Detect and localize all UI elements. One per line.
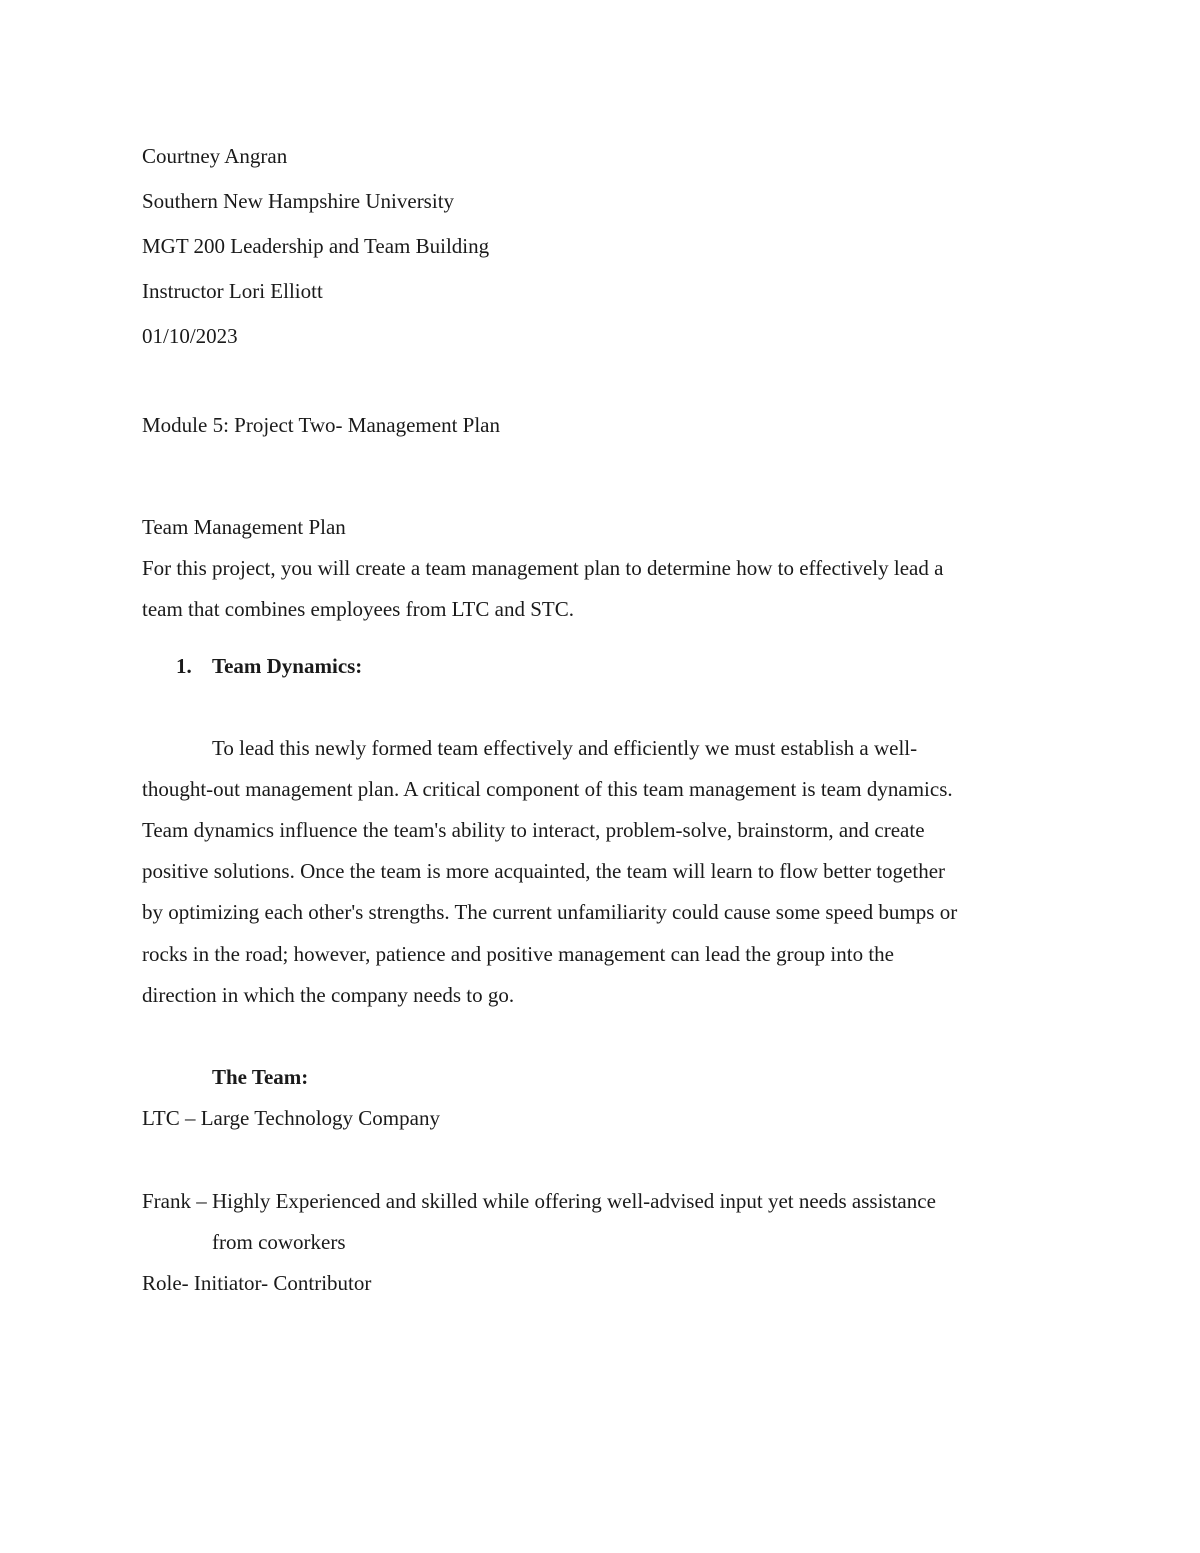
intro-line-1: For this project, you will create a team management plan to determine how to effectively lead a	[142, 556, 944, 580]
paragraph-line-6: rocks in the road; however, patience and positive management can lead the group into the	[142, 942, 894, 966]
author-name: Courtney Angran	[142, 144, 288, 168]
instructor-name: Instructor Lori Elliott	[142, 279, 323, 303]
intro-line-2: team that combines employees from LTC and STC.	[142, 597, 574, 621]
member-line-2: from coworkers	[212, 1230, 346, 1254]
submission-date: 01/10/2023	[142, 324, 238, 348]
role-line: Role- Initiator- Contributor	[142, 1271, 372, 1295]
paragraph-line-1: To lead this newly formed team effectively and efficiently we must establish a well-	[212, 736, 918, 760]
section-heading: Team Management Plan	[142, 515, 346, 539]
document-title: Module 5: Project Two- Management Plan	[142, 413, 500, 437]
institution-name: Southern New Hampshire University	[142, 189, 455, 213]
member-line-1: Frank – Highly Experienced and skilled while offering well-advised input yet needs assistance	[142, 1189, 936, 1213]
list-number: 1.	[176, 654, 192, 678]
paragraph-line-5: by optimizing each other's strengths. The current unfamiliarity could cause some speed bumps or	[142, 900, 958, 924]
paragraph-line-4: positive solutions. Once the team is more acquainted, the team will learn to flow better together	[142, 859, 946, 883]
course-name: MGT 200 Leadership and Team Building	[142, 234, 490, 258]
list-item-heading: Team Dynamics:	[212, 654, 363, 678]
paragraph-line-2: thought-out management plan. A critical component of this team management is team dynamics.	[142, 777, 953, 801]
paragraph-line-7: direction in which the company needs to go.	[142, 983, 515, 1007]
company-line: LTC – Large Technology Company	[142, 1106, 440, 1130]
paragraph-line-3: Team dynamics influence the team's ability to interact, problem-solve, brainstorm, and create	[142, 818, 925, 842]
team-heading: The Team:	[212, 1065, 309, 1089]
